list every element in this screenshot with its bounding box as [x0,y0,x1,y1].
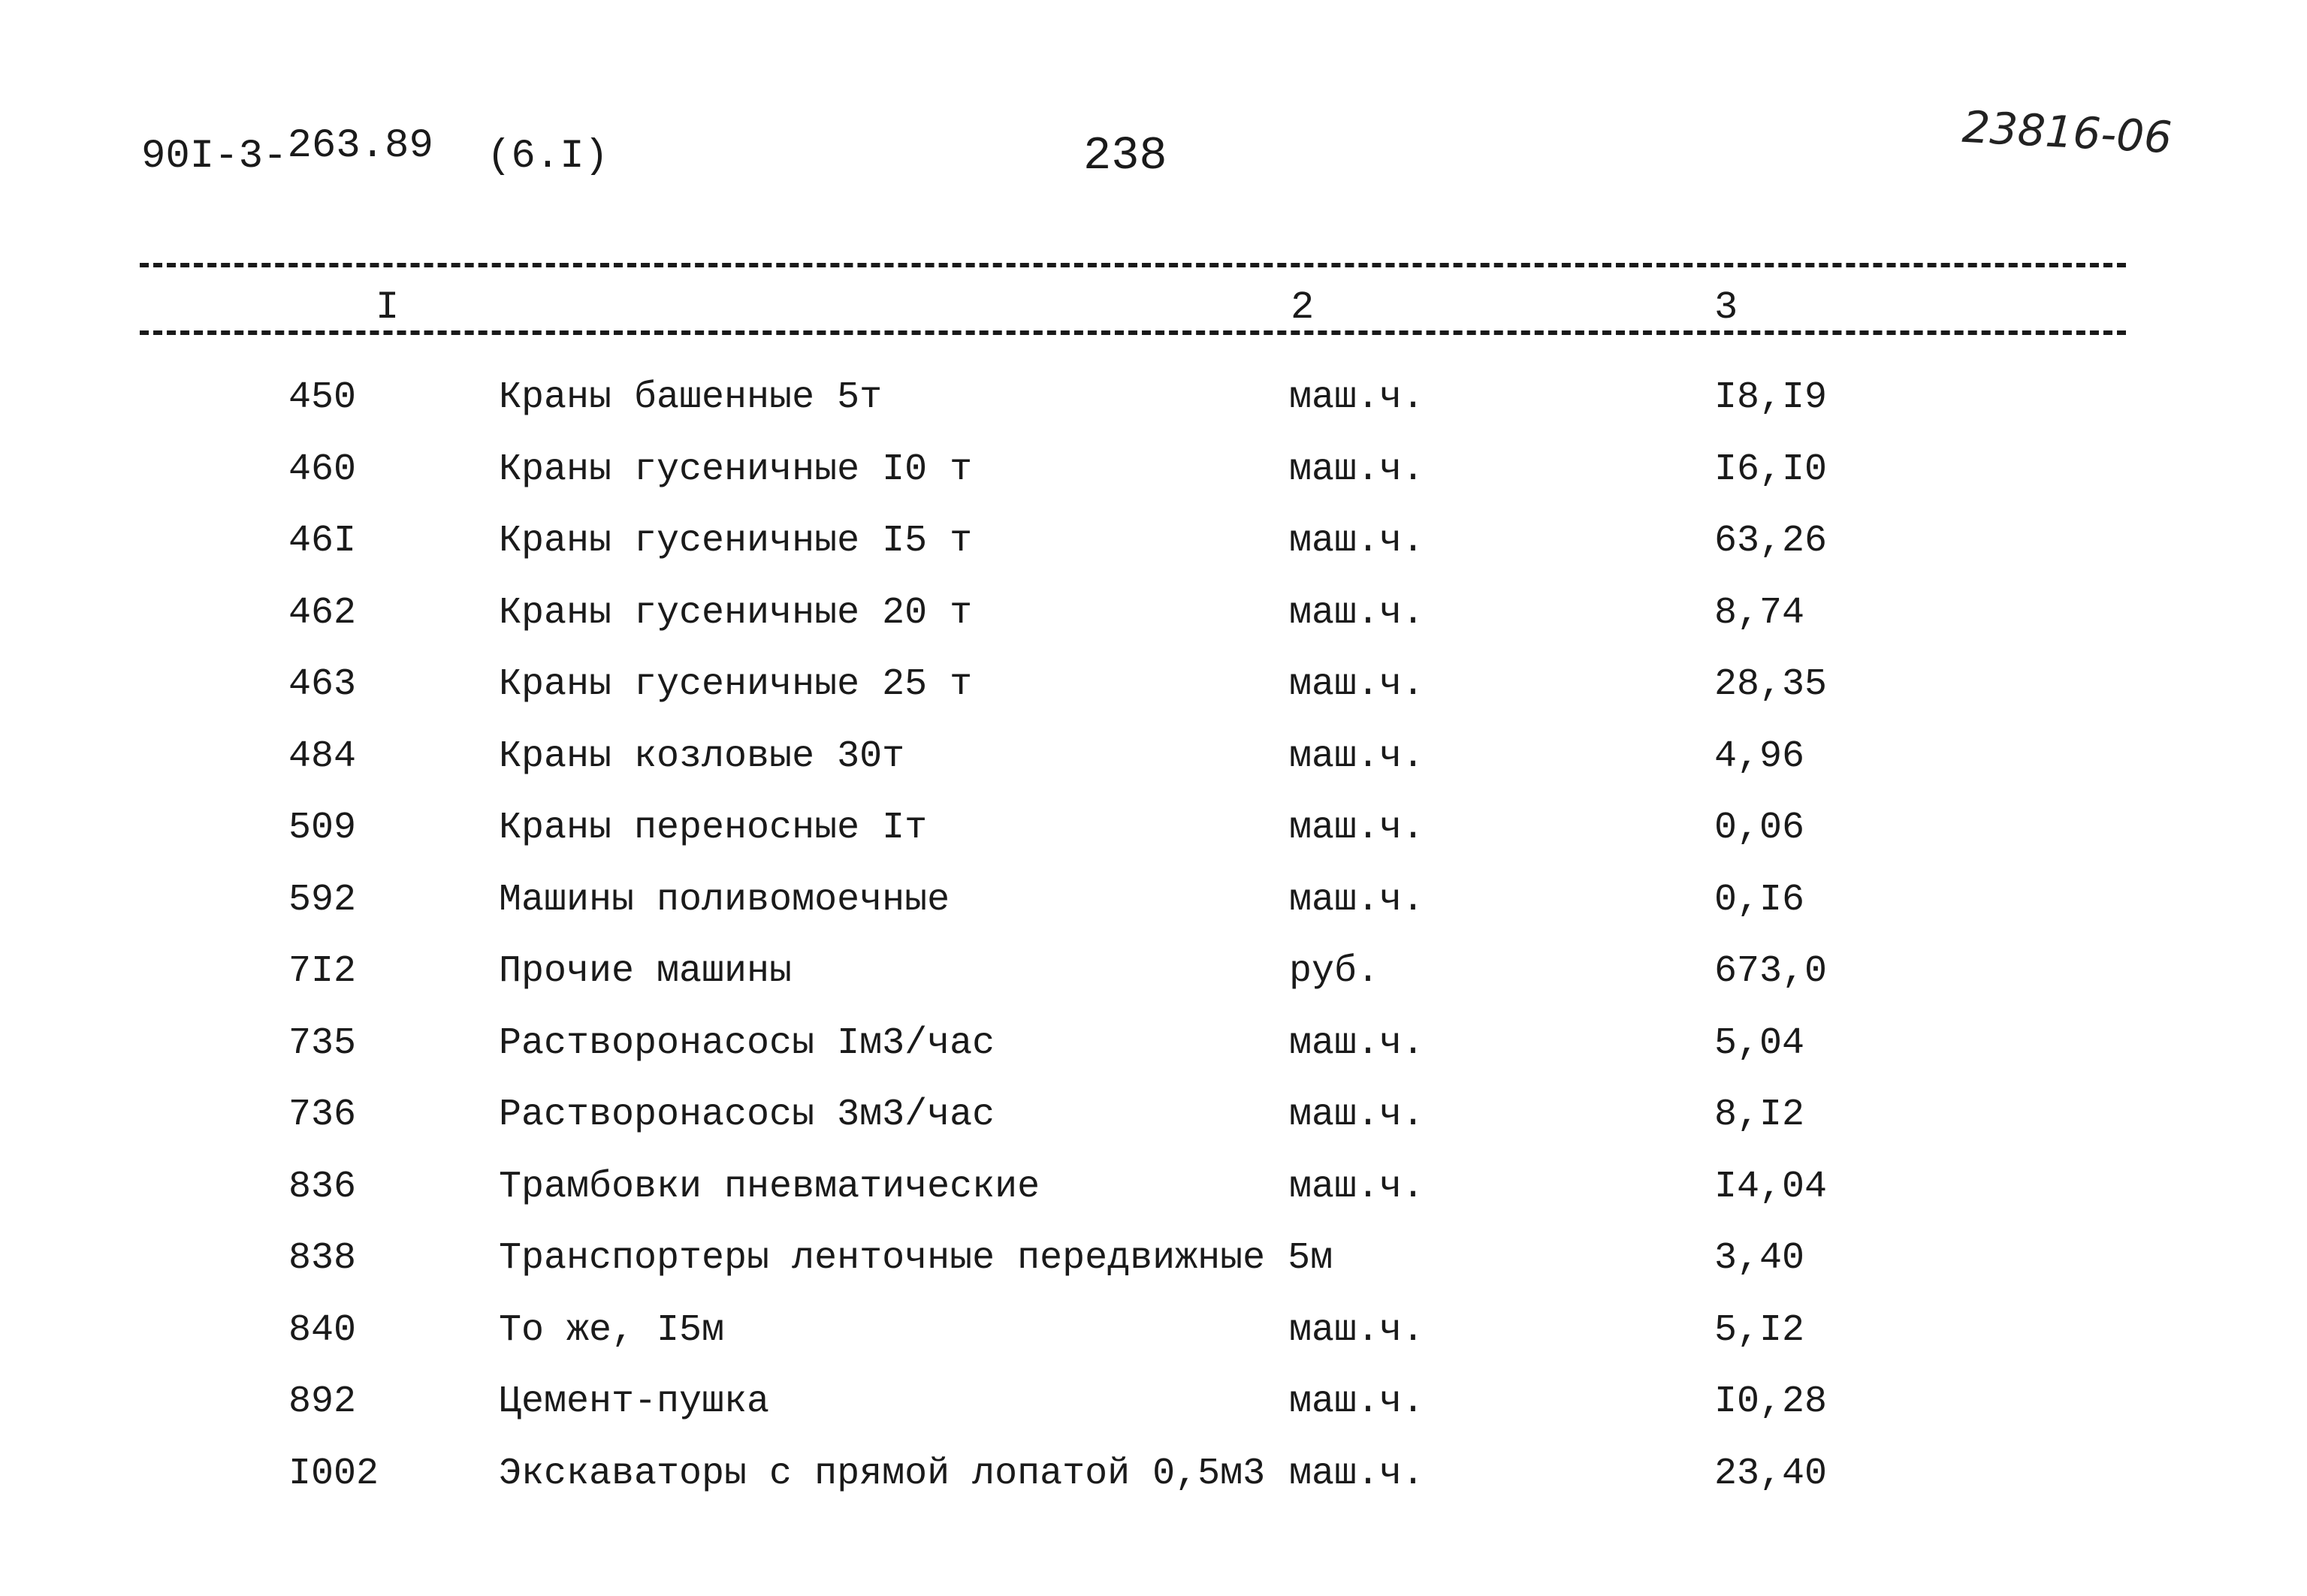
table-row [0,448,2307,520]
row-name: Машины поливомоечные [499,878,950,922]
row-name: То же, I5м [499,1308,725,1352]
column-number-3: 3 [1714,285,1738,330]
row-unit: маш.ч. [1289,1165,1425,1208]
row-unit: маш.ч. [1289,807,1425,849]
row-unit: маш.ч. [1289,591,1425,635]
row-code: 892 [288,1380,357,1423]
row-value: 63,26 [1714,520,1828,563]
table-row [0,735,2307,807]
row-code: 836 [288,1165,357,1208]
table-row [0,591,2307,663]
row-value: 8,I2 [1714,1094,1805,1136]
document-code-suffix: 263.89 [287,123,433,169]
archive-number: 23816-06 [1961,101,2173,164]
row-value: 28,35 [1714,663,1828,706]
table-row [0,1452,2307,1524]
row-value: 0,I6 [1714,878,1805,922]
table-row [0,376,2307,448]
row-code: I002 [288,1452,379,1495]
row-value: 23,40 [1714,1452,1828,1495]
table-row [0,1093,2307,1165]
row-unit: маш.ч. [1289,1094,1425,1136]
table-top-rule [140,263,2126,267]
row-value: 673,0 [1714,950,1828,993]
table-row [0,1165,2307,1237]
row-value: 8,74 [1714,591,1805,635]
page-number: 238 [1083,129,1167,183]
table-row [0,1308,2307,1380]
row-code: 509 [288,807,357,849]
row-code: 7I2 [288,950,357,993]
row-unit: маш.ч. [1289,663,1425,706]
row-unit: маш.ч. [1289,448,1425,491]
row-code: 460 [288,448,357,491]
row-name: Краны переносные Iт [499,807,928,849]
table-row [0,1236,2307,1308]
row-value: I8,I9 [1714,376,1828,419]
row-code: 484 [288,735,357,778]
row-name: Цемент-пушка [499,1380,770,1423]
row-unit: маш.ч. [1289,1021,1425,1065]
row-unit: маш.ч. [1289,520,1425,563]
row-value: I6,I0 [1714,448,1828,491]
row-name: Краны гусеничные 25 т [499,663,973,706]
row-code: 735 [288,1021,357,1065]
row-unit: маш.ч. [1289,376,1425,419]
row-name: Краны башенные 5т [499,376,883,419]
table-row [0,878,2307,950]
row-value: 0,06 [1714,807,1805,849]
row-name: Растворонасосы Iм3/час [499,1021,995,1065]
row-unit: маш.ч. [1289,1308,1425,1352]
table-row [0,949,2307,1021]
document-code-prefix: 90I-3- [141,134,288,180]
row-value: I0,28 [1714,1380,1828,1423]
row-name: Краны гусеничные I5 т [499,520,973,563]
row-value: 4,96 [1714,735,1805,778]
row-code: 838 [288,1237,357,1280]
row-name: Растворонасосы 3м3/час [499,1094,995,1136]
table-header-rule [140,330,2126,335]
row-name: Транспортеры ленточные передвижные 5м [499,1237,1333,1280]
row-value: 3,40 [1714,1237,1805,1280]
row-name: Прочие машины [499,950,793,993]
table-row [0,806,2307,878]
row-name: Краны гусеничные I0 т [499,448,973,491]
table-row [0,662,2307,735]
row-unit: маш.ч. [1289,1380,1425,1423]
row-code: 450 [288,376,357,419]
table-row [0,1380,2307,1452]
table-row [0,1021,2307,1094]
row-code: 46I [288,520,357,563]
row-name: Экскаваторы с прямой лопатой 0,5м3 [499,1452,1266,1495]
row-code: 840 [288,1308,357,1352]
row-name: Краны козловые 30т [499,735,905,778]
row-code: 736 [288,1094,357,1136]
column-number-2: 2 [1291,285,1315,330]
row-unit: маш.ч. [1289,878,1425,922]
row-code: 592 [288,878,357,922]
table-row [0,519,2307,591]
row-unit: руб. [1289,950,1380,993]
column-number-1: I [376,285,400,330]
row-value: 5,I2 [1714,1308,1805,1352]
section-number: (6.I) [487,134,609,180]
row-value: I4,04 [1714,1165,1828,1208]
row-name: Трамбовки пневматические [499,1165,1040,1208]
row-name: Краны гусеничные 20 т [499,591,973,635]
row-code: 463 [288,663,357,706]
row-unit: маш.ч. [1289,735,1425,778]
row-unit: маш.ч. [1289,1452,1425,1495]
row-value: 5,04 [1714,1021,1805,1065]
table-body [0,376,2307,1523]
document-code [141,123,433,180]
row-code: 462 [288,591,357,635]
